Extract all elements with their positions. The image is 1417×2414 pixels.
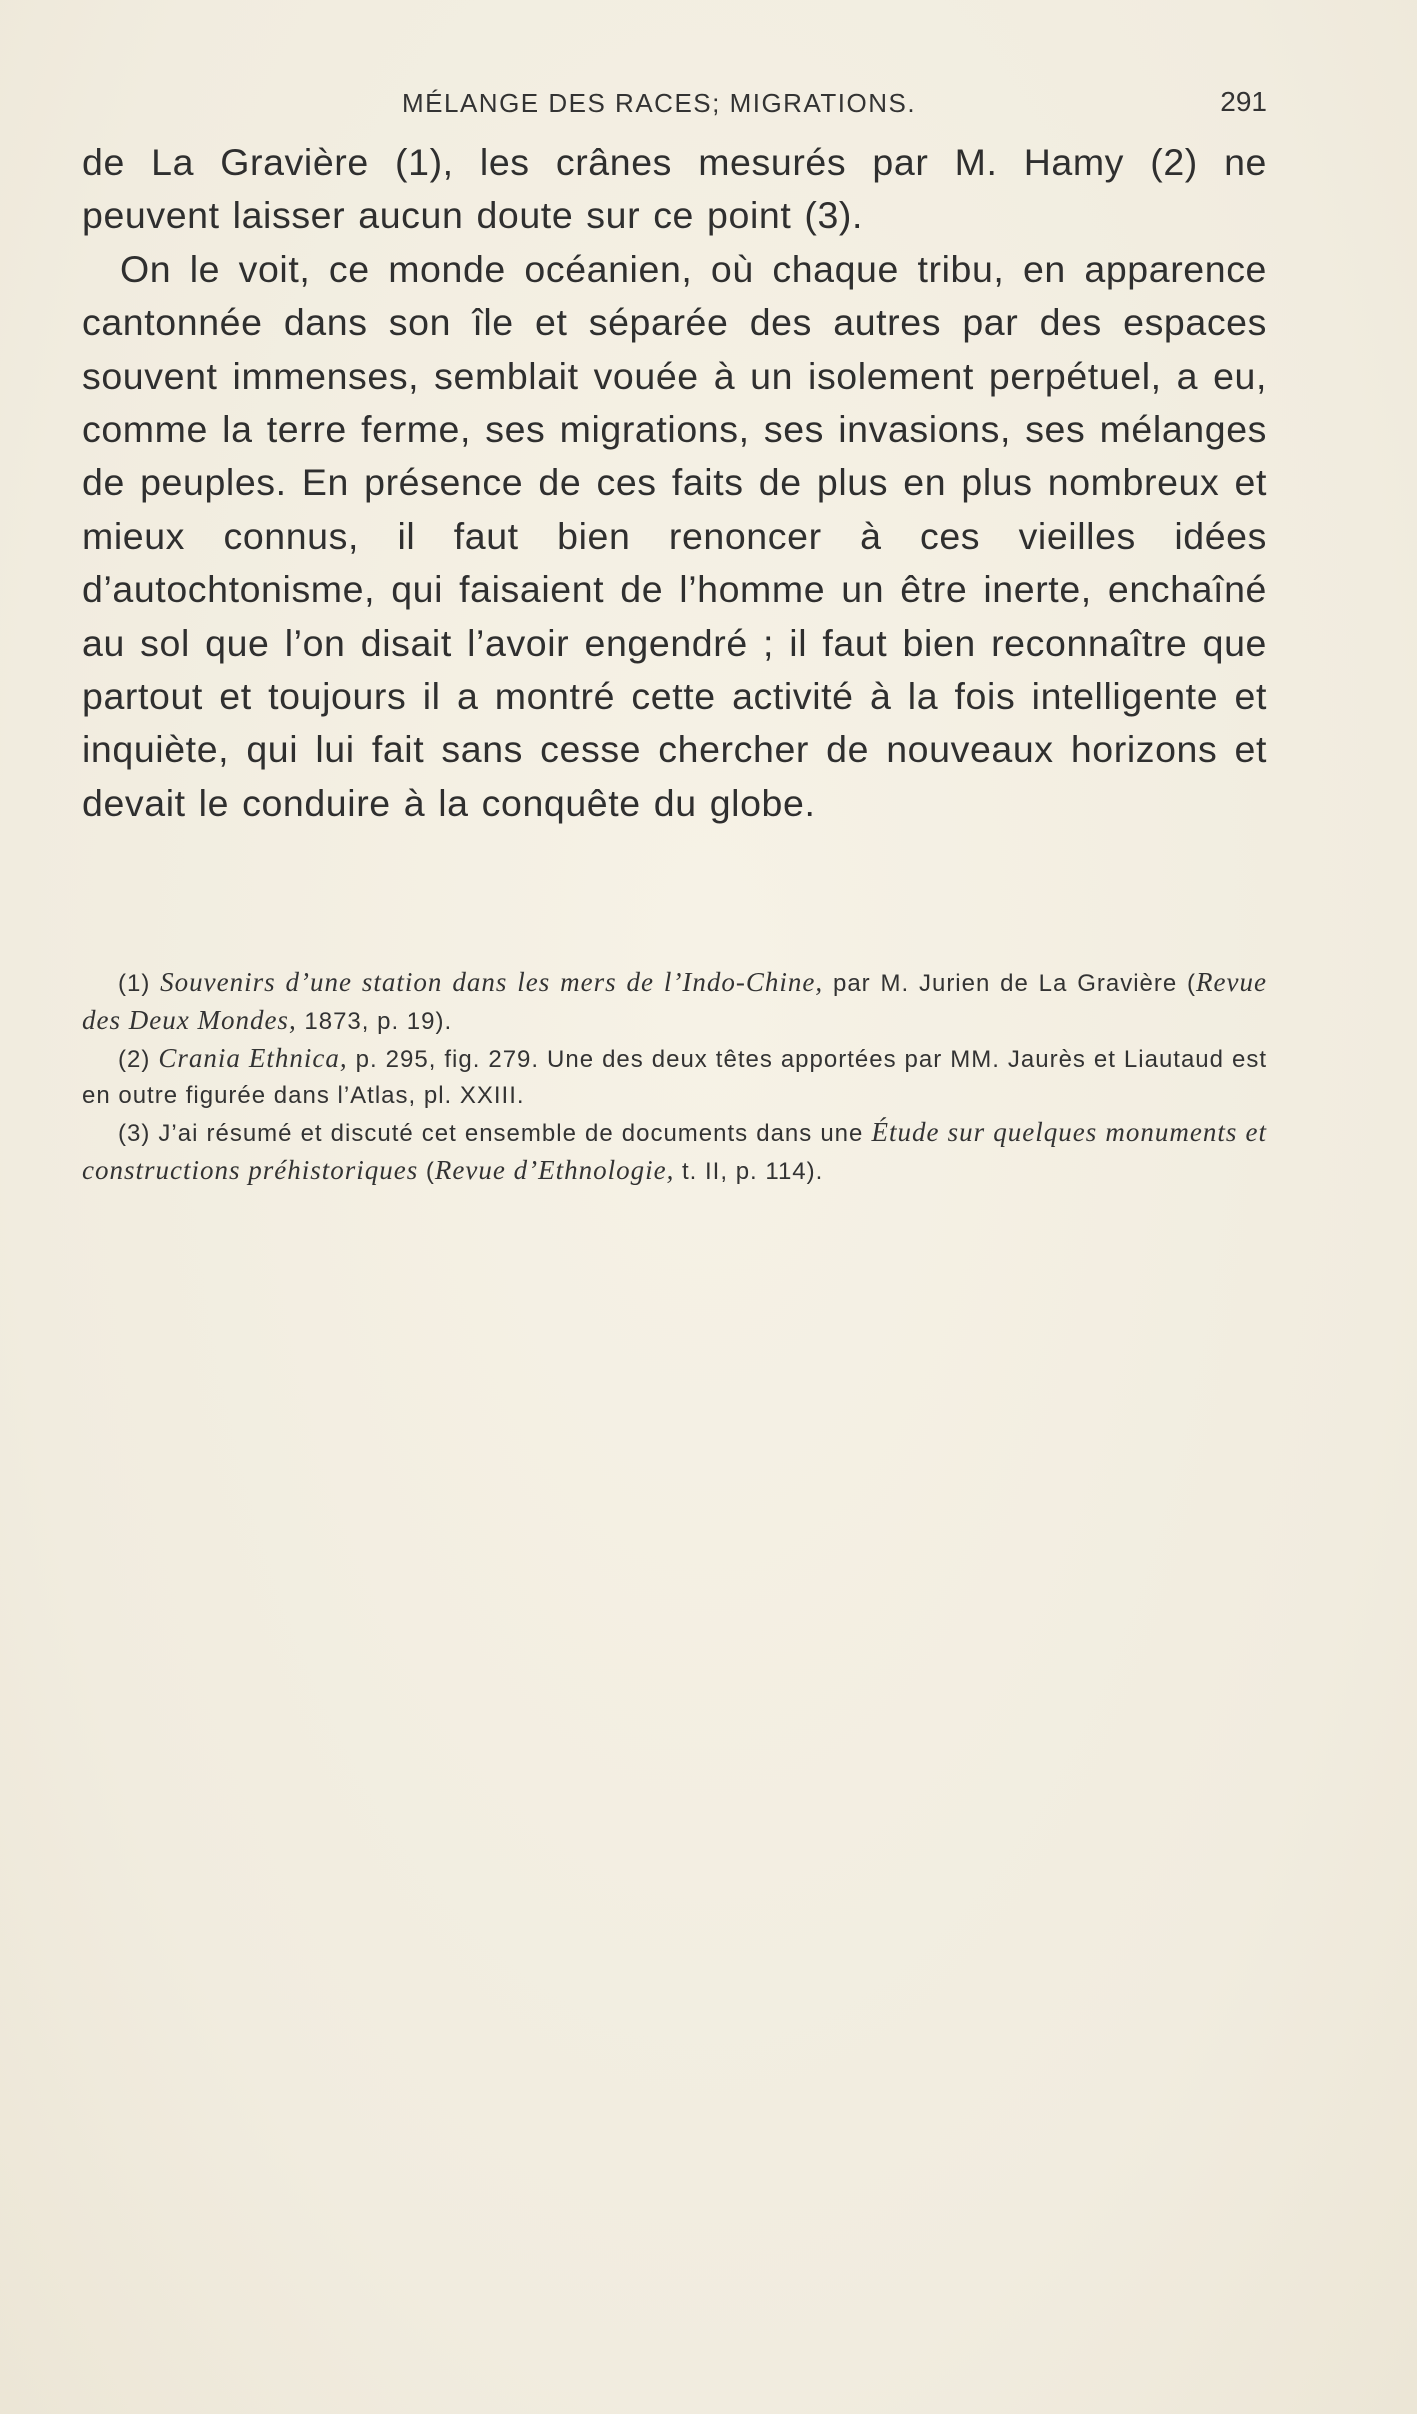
footnote-2 bbox=[82, 1040, 1267, 1114]
footnote-marker: (2) bbox=[118, 1046, 159, 1073]
footnote-title: Étude sur quelques monuments et constructions préhistoriques bbox=[82, 1117, 1267, 1185]
footnote-marker: (1) bbox=[118, 970, 161, 997]
footnote-title: Souvenirs d’une station dans les mers de l’Indo-Chine, bbox=[160, 967, 824, 997]
footnote-text: 1873, p. 19). bbox=[296, 1008, 453, 1035]
footnote-journal: Revue d’Ethnologie, bbox=[434, 1155, 675, 1185]
paragraph: On le voit, ce monde océanien, où chaque tribu, en apparence cantonnée dans son île et séparée des autres par des espaces souvent immenses, semblait vouée à un isolement perpétuel, a eu, comme la terre ferme, ses migrations, ses invasions, ses mélanges de peuples. En présence de ces faits de plus en plus nombreux et mieux connus, il faut bien renoncer à ces vieilles idées d’autochtonisme, qui faisaient de l’homme un être inerte, enchaîné au sol que l’on disait l’avoir engendré ; il faut bien reconnaître que partout et toujours il a montré cette activité à la fois intelligente et inquiète, qui lui fait sans cesse chercher de nouveaux horizons et devait le conduire à la conquête du globe. bbox=[82, 247, 1267, 824]
footnote-text: par M. Jurien de La Gravière ( bbox=[823, 970, 1197, 997]
footnotes bbox=[82, 964, 1267, 1190]
main-text bbox=[82, 136, 1267, 830]
paragraph-continued: de La Gravière (1), les crânes mesurés par M. Hamy (2) ne peuvent laisser aucun doute sur ce point (3). bbox=[82, 141, 1267, 237]
footnote-text: J’ai résumé et discuté cet ensemble de documents dans une bbox=[158, 1120, 872, 1147]
footnote-1 bbox=[82, 964, 1267, 1040]
page-number: 291 bbox=[1220, 86, 1267, 117]
footnote-3 bbox=[82, 1114, 1267, 1190]
footnote-title: Crania Ethnica, bbox=[158, 1043, 348, 1073]
footnote-text: ( bbox=[418, 1158, 435, 1185]
running-head: MÉLANGE DES RACES; MIGRATIONS. bbox=[402, 88, 917, 118]
footnote-journal: Revue des Deux Mondes, bbox=[82, 967, 1267, 1035]
footnote-marker: (3) bbox=[118, 1120, 159, 1147]
page-header bbox=[82, 80, 1267, 126]
footnote-text: p. 295, fig. 279. Une des deux têtes apportées par MM. Jaurès et Liautaud est en outre figurée dans l’Atlas, pl. XXIII. bbox=[82, 1046, 1268, 1109]
footnote-text: t. II, p. 114). bbox=[674, 1158, 824, 1185]
